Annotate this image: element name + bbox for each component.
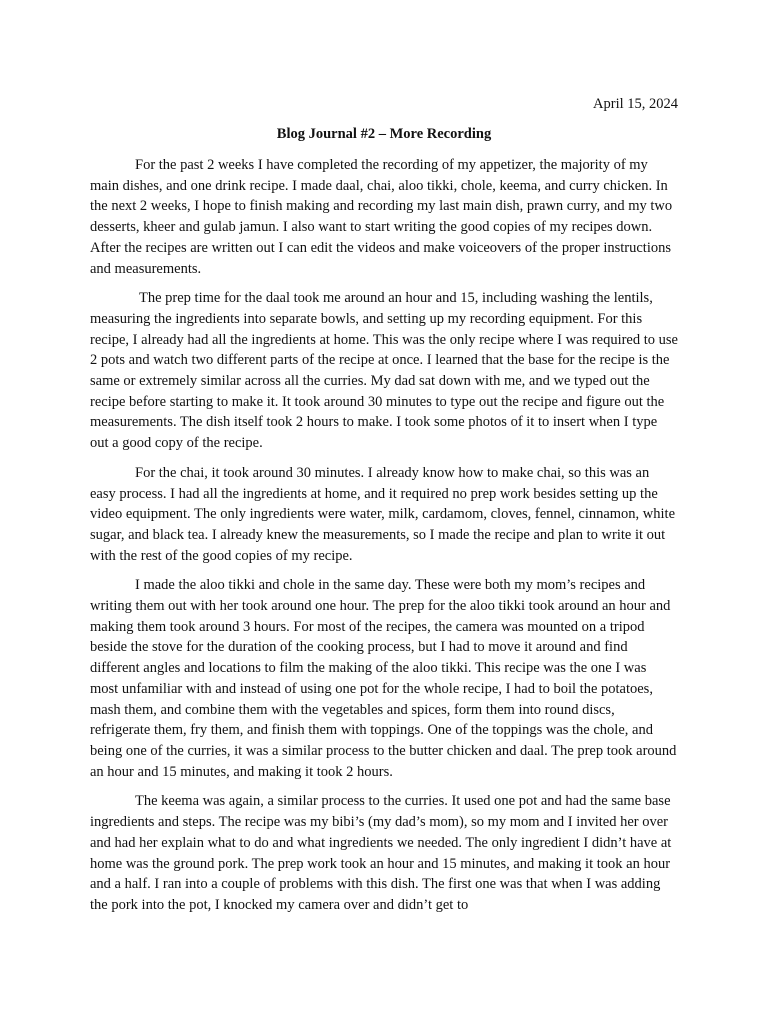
document-date: April 15, 2024: [593, 96, 678, 112]
paragraph-1: For the past 2 weeks I have completed the recording of my appetizer, the majority of my main dishes, and one drink recipe. I made daal, chai, aloo tikki, chole, keema, and curry chicken. In the next 2 weeks, I hope to finish making and recording my last main dish, prawn curry, and my two desserts, kheer and gulab jamun. I also want to start writing the good copies of my recipes down. After the recipes are written out I can edit the videos and make voiceovers of the proper instructions and measurements.: [90, 157, 673, 277]
document-title: Blog Journal #2 – More Recording: [276, 126, 492, 142]
document-body: [90, 155, 678, 925]
paragraph-4: I made the aloo tikki and chole in the same day. These were both my mom’s recipes and writing them out with her took around one hour. The prep for the aloo tikki took around an hour and making them took around 3 hours. For most of the recipes, the camera was mounted on a tripod beside the stove for the duration of the cooking process, but I had to move it around and find different angles and locations to film the making of the aloo tikki. This recipe was the one I was most unfamiliar with and instead of using one pot for the whole recipe, I had to boil the potatoes, mash them, and combine them with the vegetables and spices, form them into round discs, refrigerate them, fry them, and finish them with toppings. One of the toppings was the chole, and being one of the curries, it was a similar process to the butter chicken and daal. The prep took around an hour and 15 minutes, and making it took 2 hours.: [90, 577, 677, 780]
paragraph-3: For the chai, it took around 30 minutes. I already know how to make chai, so this was an easy process. I had all the ingredients at home, and it required no prep work besides setting up the video equipment. The only ingredients were water, milk, cardamom, cloves, fennel, cinnamon, white sugar, and black tea. I already knew the measurements, so I made the recipe and plan to write it out with the rest of the good copies of my recipe.: [90, 464, 676, 564]
paragraph-2: The prep time for the daal took me around an hour and 15, including washing the lentils, measuring the ingredients into separate bowls, and setting up my recording equipment. For this recipe, I already had all the ingredients at home. This was the only recipe where I was required to use 2 pots and watch two different parts of the recipe at once. I learned that the base for the recipe is the same or extremely similar across all the curries. My dad sat down with me, and we typed out the recipe before starting to make it. It took around 30 minutes to type out the recipe and figure out the measurements. The dish itself took 2 hours to make. I took some photos of it to insert when I type out a good copy of the recipe.: [90, 290, 678, 452]
paragraph-5: The keema was again, a similar process to the curries. It used one pot and had the same base ingredients and steps. The recipe was my bibi’s (my dad’s mom), so my mom and I invited her over and had her explain what to do and what ingredients we needed. The only ingredient I didn’t have at home was the ground pork. The prep work took an hour and 15 minutes, and making it took an hour and a half. I ran into a couple of problems with this dish. The first one was that when I was adding the pork into the pot, I knocked my camera over and didn’t get to: [90, 793, 672, 913]
